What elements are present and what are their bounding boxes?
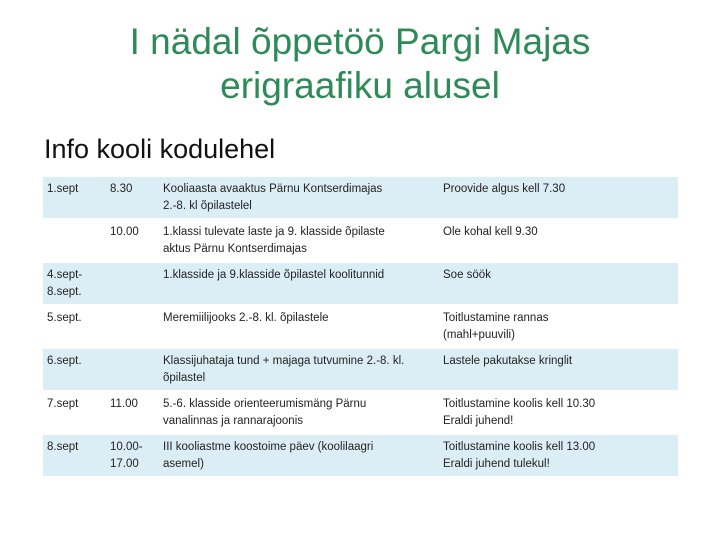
note-cell	[439, 349, 678, 392]
date-cell-text: 5.sept.	[47, 312, 82, 324]
slide-subtitle: Info kooli kodulehel	[44, 134, 276, 164]
note-cell	[439, 392, 678, 435]
note-cell-text: Eraldi juhend tulekul!	[443, 458, 550, 470]
event-cell-text: aktus Pärnu Kontserdimajas	[163, 243, 307, 255]
event-cell-text: vanalinnas ja rannarajoonis	[163, 415, 304, 427]
table-row	[43, 263, 678, 306]
date-cell-text: 7.sept	[47, 398, 79, 410]
event-cell-text: III kooliastme koostoime päev (koolilaagri	[163, 441, 374, 453]
event-cell-text: 1.klassi tulevate laste ja 9. klasside õpilaste	[163, 226, 385, 238]
date-cell	[43, 435, 106, 478]
table-row	[43, 349, 678, 392]
note-cell-text: Lastele pakutakse kringlit	[443, 355, 573, 367]
date-cell	[43, 349, 106, 392]
date-cell	[43, 306, 106, 349]
note-cell	[439, 220, 678, 263]
table-row	[43, 220, 678, 263]
date-cell	[43, 220, 106, 263]
slide-title-line-2: erigraafiku alusel	[220, 65, 500, 106]
event-cell-text: õpilastel	[163, 372, 206, 384]
time-cell	[106, 392, 159, 435]
date-cell-text: 8.sept	[47, 441, 79, 453]
date-cell-text: 6.sept.	[47, 355, 82, 367]
note-cell	[439, 306, 678, 349]
table-row	[43, 177, 678, 220]
date-cell-text: 4.sept-	[47, 269, 83, 281]
event-cell	[159, 349, 439, 392]
time-cell-text: 10.00-	[110, 441, 143, 453]
date-cell	[43, 177, 106, 220]
event-cell	[159, 435, 439, 478]
date-cell	[43, 263, 106, 306]
event-cell	[159, 220, 439, 263]
note-cell-text: Proovide algus kell 7.30	[443, 183, 566, 195]
event-cell	[159, 392, 439, 435]
event-cell	[159, 263, 439, 306]
event-cell	[159, 306, 439, 349]
table-row	[43, 306, 678, 349]
time-cell	[106, 177, 159, 220]
note-cell-text: Ole kohal kell 9.30	[443, 226, 538, 238]
date-cell-text: 8.sept.	[47, 286, 82, 298]
time-cell-text: 11.00	[110, 398, 138, 410]
note-cell-text: Toitlustamine koolis kell 13.00	[443, 441, 596, 453]
event-cell-text: 2.-8. kl õpilastelel	[163, 200, 252, 212]
schedule-table-body	[43, 177, 678, 478]
table-row	[43, 435, 678, 478]
note-cell-text: Eraldi juhend!	[443, 415, 514, 427]
note-cell-text: (mahl+puuvili)	[443, 329, 515, 341]
note-cell-text: Soe söök	[443, 269, 491, 281]
note-cell-text: Toitlustamine rannas	[443, 312, 549, 324]
event-cell	[159, 177, 439, 220]
time-cell	[106, 349, 159, 392]
note-cell-text: Toitlustamine koolis kell 10.30	[443, 398, 596, 410]
date-cell-text: 1.sept	[47, 183, 79, 195]
slide-title-line-1: I nädal õppetöö Pargi Majas	[129, 21, 591, 62]
slide-title	[40, 20, 680, 108]
time-cell	[106, 306, 159, 349]
time-cell-text: 8.30	[110, 183, 133, 195]
event-cell-text: Klassijuhataja tund + majaga tutvumine 2.-8. kl.	[163, 355, 405, 367]
time-cell-text: 17.00	[110, 458, 139, 470]
schedule-table	[43, 177, 678, 478]
date-cell	[43, 392, 106, 435]
event-cell-text: Meremiilijooks 2.-8. kl. õpilastele	[163, 312, 329, 324]
note-cell	[439, 177, 678, 220]
event-cell-text: 5.-6. klasside orienteerumismäng Pärnu	[163, 398, 367, 410]
event-cell-text: 1.klasside ja 9.klasside õpilastel koolitunnid	[163, 269, 385, 281]
table-row	[43, 392, 678, 435]
event-cell-text: asemel)	[163, 458, 204, 470]
time-cell	[106, 220, 159, 263]
event-cell-text: Kooliaasta avaaktus Pärnu Kontserdimajas	[163, 183, 383, 195]
time-cell	[106, 263, 159, 306]
time-cell	[106, 435, 159, 478]
note-cell	[439, 435, 678, 478]
time-cell-text: 10.00	[110, 226, 139, 238]
note-cell	[439, 263, 678, 306]
